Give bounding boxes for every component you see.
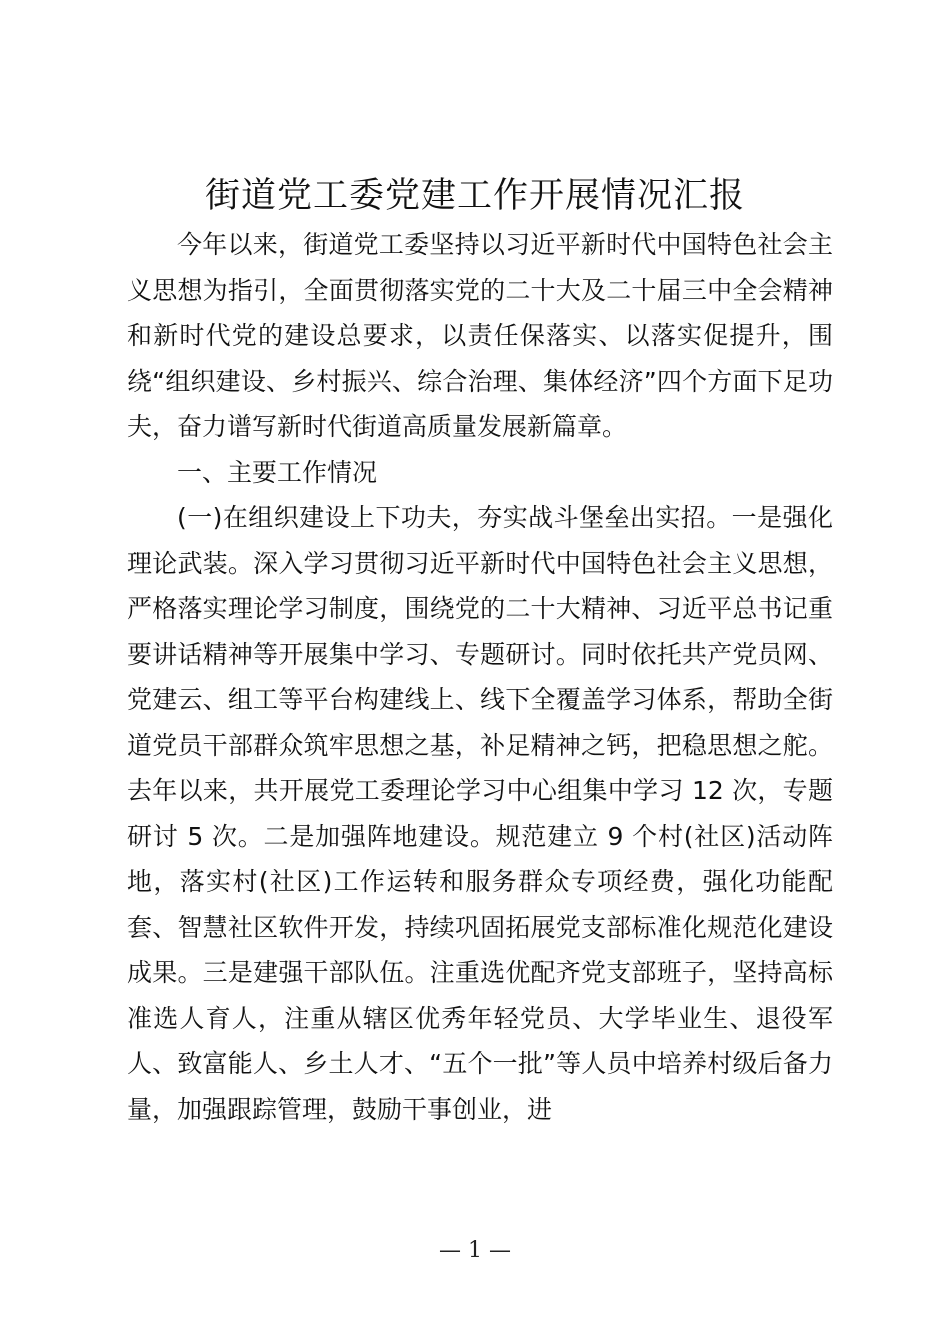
document-title: 街道党工委党建工作开展情况汇报 — [204, 176, 745, 216]
document-body — [127, 222, 833, 1132]
section-heading: 一、主要工作情况 — [177, 457, 378, 487]
page-number: — 1 — — [439, 1238, 511, 1263]
intro-paragraph: 今年以来，街道党工委坚持以习近平新时代中国特色社会主义思想为指引，全面贯彻落实党的二十大及二十届三中全会精神和新时代党的建设总要求，以责任保落实、以落实促提升，围绕“组织建设、乡村振兴、综合治理、集体经济”四个方面下足功夫，奋力谱写新时代街道高质量发展新篇章。 — [127, 230, 833, 441]
body-paragraph: (一)在组织建设上下功夫，夯实战斗堡垒出实招。一是强化理论武装。深入学习贯彻习近平新时代中国特色社会主义思想，严格落实理论学习制度，围绕党的二十大精神、习近平总书记重要讲话精神等开展集中学习、专题研讨。同时依托共产党员网、党建云、组工等平台构建线上、线下全覆盖学习体系，帮助全街道党员干部群众筑牢思想之基，补足精神之钙，把稳思想之舵。去年以来，共开展党工委理论学习中心组集中学习 12 次，专题研讨 5 次。二是加强阵地建设。规范建立 9 个村(社区)活动阵地，落实村(社区)工作运转和服务群众专项经费，强化功能配套、智慧社区软件开发，持续巩固拓展党支部标准化规范化建设成果。三是建强干部队伍。注重选优配齐党支部班子，坚持高标准选人育人，注重从辖区优秀年轻党员、大学毕业生、退役军人、致富能人、乡土人才、“五个一批”等人员中培养村级后备力量，加强跟踪管理，鼓励干事创业，进 — [127, 503, 833, 1124]
